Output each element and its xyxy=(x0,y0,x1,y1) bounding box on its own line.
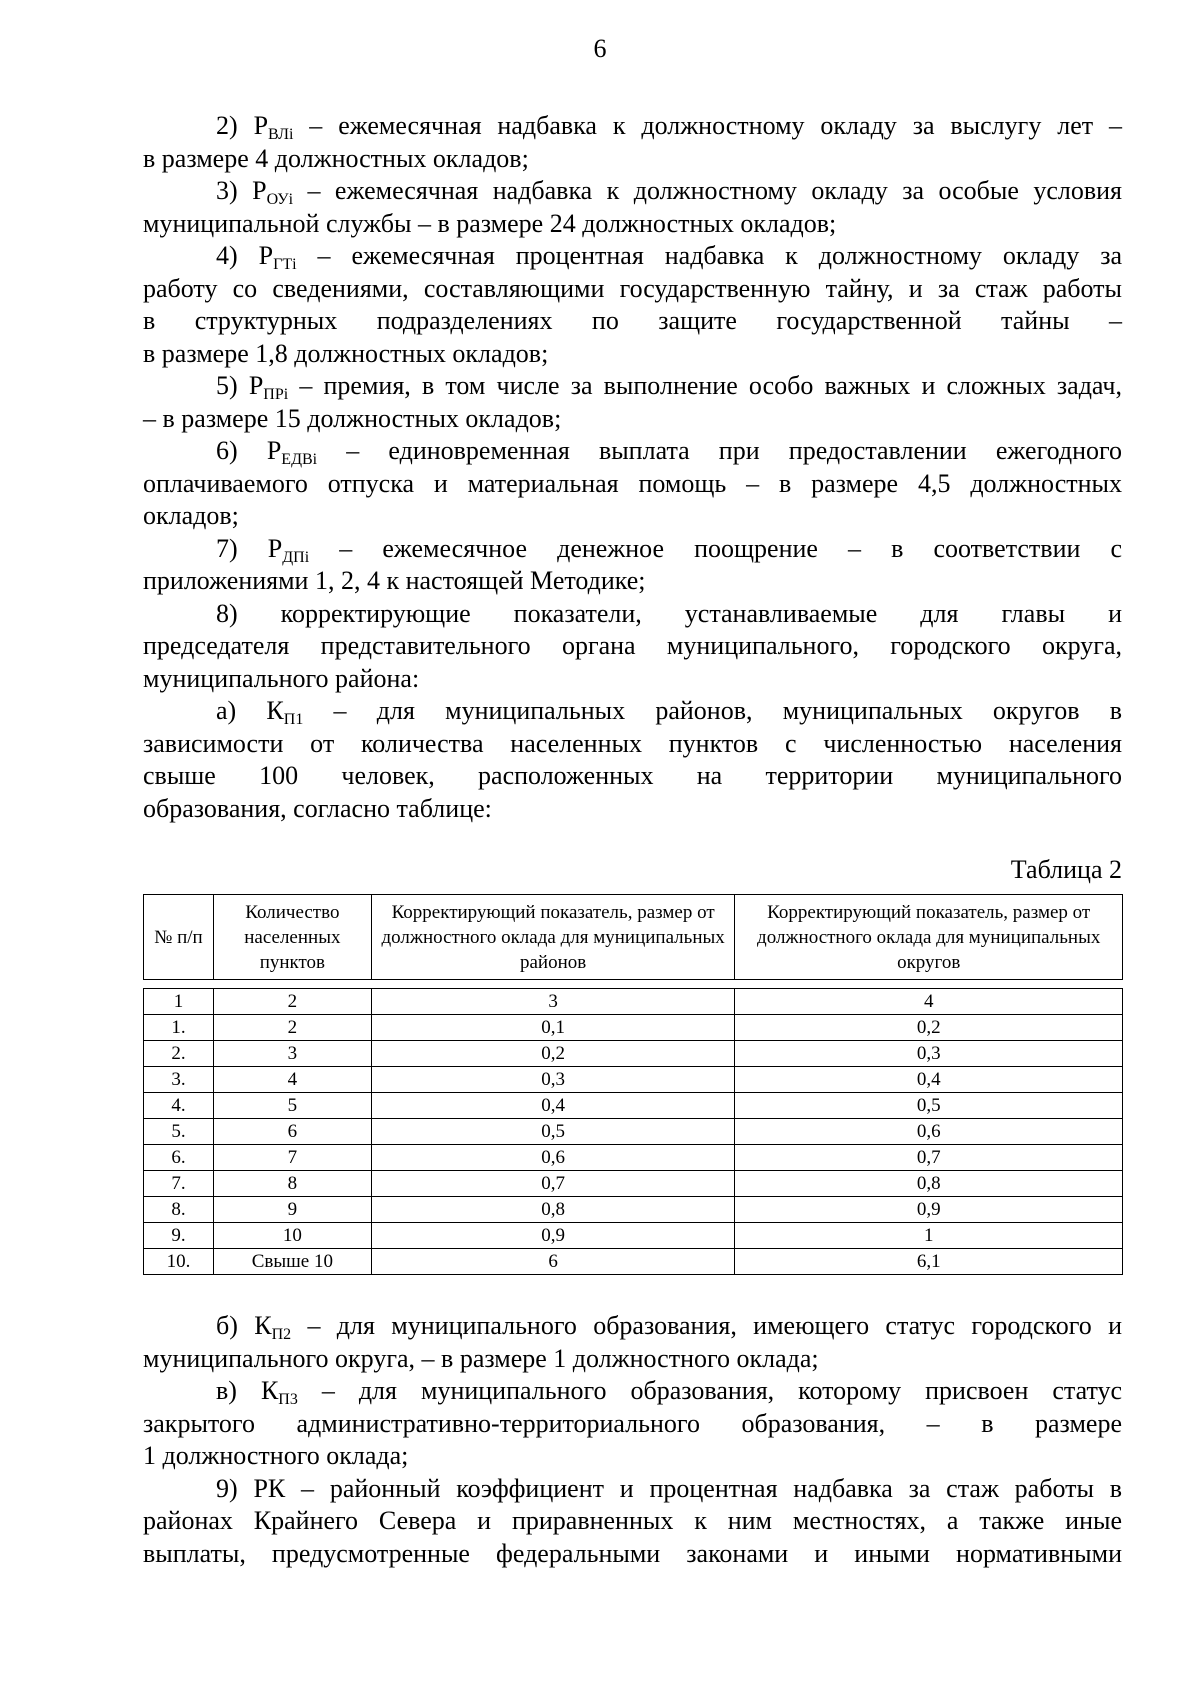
table-cell: 5. xyxy=(144,1119,214,1145)
table-row xyxy=(144,1041,1123,1067)
paragraph-8: 8) корректирующие показатели, устанавливаемые для главы и xyxy=(216,598,1122,628)
table-cell: 4 xyxy=(735,989,1123,1015)
table-cell: 7 xyxy=(213,1145,371,1171)
paragraph-4-cont1: работу со сведениями, составляющими государственную тайну, и за стаж работы xyxy=(143,273,1122,303)
paragraph-7: 7) $P_{ДПi}$ – ежемесячное денежное поощрение – в соответствии с xyxy=(216,533,1123,566)
paragraph-a-cont3: образования, согласно таблице: xyxy=(143,793,492,823)
paragraph-3: 3) $P_{ОУi}$ – ежемесячная надбавка к должностному окладу за особые условия xyxy=(216,176,1122,208)
table-cell: 0,4 xyxy=(371,1093,735,1119)
paragraph-7-cont: приложениями 1, 2, 4 к настоящей Методике; xyxy=(143,566,646,595)
table-cell: 0,3 xyxy=(371,1067,735,1093)
table-cell: 0,6 xyxy=(735,1119,1123,1145)
table-cell: 5 xyxy=(213,1093,371,1119)
table-cell: 0,1 xyxy=(371,1015,735,1041)
page-number: 6 xyxy=(593,34,607,63)
table-cell: 3 xyxy=(371,989,735,1015)
paragraph-5: 5) $P_{ПРi}$ – премия, в том числе за выполнение особо важных и сложных задач, xyxy=(216,371,1123,403)
paragraph-6-cont2: окладов; xyxy=(143,501,239,530)
table-header-row xyxy=(144,895,1123,980)
table-cell: 8 xyxy=(213,1171,371,1197)
paragraph-4-cont2: в структурных подразделениях по защите государственной тайны – xyxy=(143,306,1122,335)
paragraph-b: б) $К_{П2}$ – для муниципального образования, имеющего статус городского и xyxy=(216,1311,1123,1343)
table-cell: 0,5 xyxy=(371,1119,735,1145)
paragraph-9: 9) РК – районный коэффициент и процентная надбавка за стаж работы в xyxy=(216,1473,1122,1503)
paragraph-v-cont2: 1 должностного оклада; xyxy=(143,1441,409,1470)
table-cell: 4. xyxy=(144,1093,214,1119)
paragraph-v: в) $К_{П3}$ – для муниципального образования, которому присвоен статус xyxy=(216,1376,1122,1408)
table-cell: 1. xyxy=(144,1015,214,1041)
table-cell: 0,2 xyxy=(735,1015,1123,1041)
paragraph-6: 6) $P_{ЕДВi}$ – единовременная выплата при предоставлении ежегодного xyxy=(216,436,1122,468)
paragraph-8-cont2: муниципального района: xyxy=(143,663,420,693)
table-cell: 9 xyxy=(213,1197,371,1223)
header-number: № п/п xyxy=(144,895,214,980)
header-districts: Корректирующий показатель, размер от должностного оклада для муниципальных районов xyxy=(371,895,735,980)
table-row xyxy=(144,1067,1123,1093)
table-cell: 2 xyxy=(213,1015,371,1041)
table-cell: 7. xyxy=(144,1171,214,1197)
header-settlements: Количество населенных пунктов xyxy=(213,895,371,980)
table-cell: 2. xyxy=(144,1041,214,1067)
table-cell: 10. xyxy=(144,1249,214,1275)
coefficient-table xyxy=(143,894,1123,1275)
table-caption: Таблица 2 xyxy=(1010,855,1122,884)
table-cell: Свыше 10 xyxy=(213,1249,371,1275)
table-row xyxy=(144,1171,1123,1197)
table-header-gap xyxy=(144,980,1123,989)
body-text-top xyxy=(143,110,1122,825)
table-cell: 0,8 xyxy=(371,1197,735,1223)
table-cell: 2 xyxy=(213,989,371,1015)
table-cell: 8. xyxy=(144,1197,214,1223)
table-cell: 0,3 xyxy=(735,1041,1123,1067)
table-cell: 4 xyxy=(213,1067,371,1093)
table-cell: 3. xyxy=(144,1067,214,1093)
table-row xyxy=(144,1015,1123,1041)
table-row xyxy=(144,1119,1123,1145)
paragraph-4-cont3: в размере 1,8 должностных окладов; xyxy=(143,338,549,368)
body-text-bottom xyxy=(143,1310,1122,1570)
table-cell: 0,7 xyxy=(371,1171,735,1197)
paragraph-v-cont1: закрытого административно-территориального образования, – в размере xyxy=(143,1408,1122,1438)
table-cell: 3 xyxy=(213,1041,371,1067)
paragraph-2-cont: в размере 4 должностных окладов; xyxy=(143,143,529,173)
table-cell: 0,9 xyxy=(371,1223,735,1249)
table-cell: 0,2 xyxy=(371,1041,735,1067)
table-row xyxy=(144,1223,1123,1249)
paragraph-b-cont: муниципального округа, – в размере 1 должностного оклада; xyxy=(143,1343,819,1373)
table-cell: 6 xyxy=(371,1249,735,1275)
paragraph-4: 4) $P_{ГТi}$ – ежемесячная процентная надбавка к должностному окладу за xyxy=(216,241,1123,273)
paragraph-6-cont1: оплачиваемого отпуска и материальная помощь – в размере 4,5 должностных xyxy=(143,468,1122,498)
paragraph-2: 2) $P_{ВЛi}$ – ежемесячная надбавка к должностному окладу за выслугу лет – xyxy=(216,111,1122,143)
paragraph-a-cont2: свыше 100 человек, расположенных на территории муниципального xyxy=(143,761,1122,790)
table-cell: 6 xyxy=(213,1119,371,1145)
table-cell: 0,8 xyxy=(735,1171,1123,1197)
table-cell: 1 xyxy=(735,1223,1123,1249)
table-row xyxy=(144,1249,1123,1275)
paragraph-9-cont1: районах Крайнего Севера и приравненных к ним местностях, а также иные xyxy=(143,1506,1122,1535)
table-row xyxy=(144,1093,1123,1119)
header-okrugs: Корректирующий показатель, размер от должностного оклада для муниципальных округов xyxy=(735,895,1123,980)
table-cell: 6. xyxy=(144,1145,214,1171)
table-row xyxy=(144,1145,1123,1171)
table-cell: 9. xyxy=(144,1223,214,1249)
paragraph-5-cont: – в размере 15 должностных окладов; xyxy=(143,403,562,433)
table-cell: 0,7 xyxy=(735,1145,1123,1171)
paragraph-a-cont1: зависимости от количества населенных пунктов с численностью населения xyxy=(143,728,1122,758)
table-cell: 6,1 xyxy=(735,1249,1123,1275)
table-cell: 0,5 xyxy=(735,1093,1123,1119)
paragraph-3-cont: муниципальной службы – в размере 24 должностных окладов; xyxy=(143,208,837,238)
paragraph-8-cont1: председателя представительного органа муниципального, городского округа, xyxy=(143,631,1122,660)
paragraph-9-cont2: выплаты, предусмотренные федеральными законами и иными нормативными xyxy=(143,1538,1122,1568)
table-cell: 1 xyxy=(144,989,214,1015)
paragraph-a: а) $К_{П1}$ – для муниципальных районов, муниципальных округов в xyxy=(216,696,1122,728)
table-row xyxy=(144,1197,1123,1223)
table-cell: 0,6 xyxy=(371,1145,735,1171)
table-numbering-row xyxy=(144,989,1123,1015)
table-cell: 0,9 xyxy=(735,1197,1123,1223)
table-cell: 10 xyxy=(213,1223,371,1249)
table-cell: 0,4 xyxy=(735,1067,1123,1093)
